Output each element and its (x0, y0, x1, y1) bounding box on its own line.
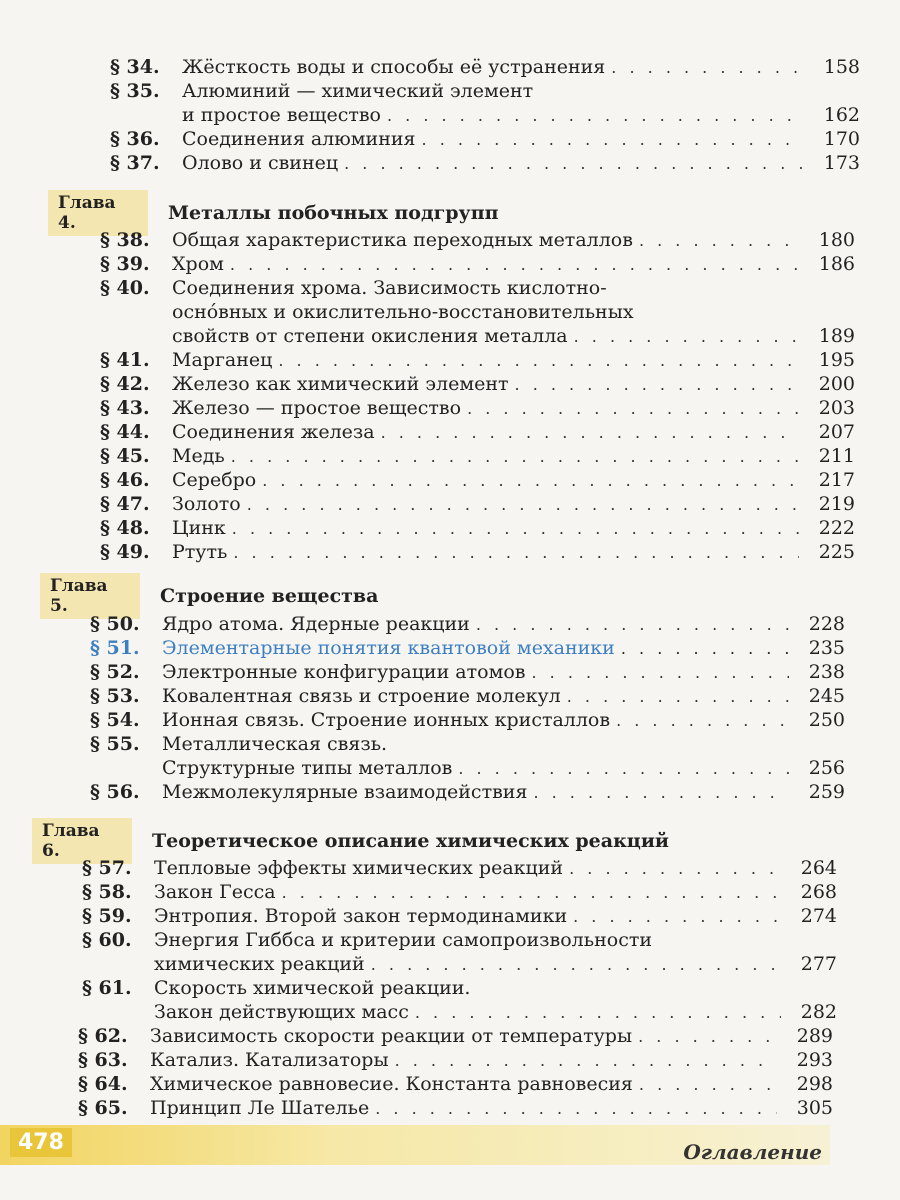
page-number: 478 (10, 1128, 72, 1157)
section-number: § 52. (90, 661, 140, 683)
leader-dots (533, 781, 789, 805)
entry-title: Элементарные понятия квантовой механики (162, 637, 615, 659)
toc-entry-56[interactable] (90, 780, 845, 805)
toc-entry-55-cont[interactable] (162, 756, 845, 781)
entry-title: Серебро (172, 469, 257, 491)
toc-entry-49[interactable] (100, 540, 855, 565)
entry-title-cont: Закон действующих масс (154, 1001, 409, 1023)
entry-title-cont: Структурные типы металлов (162, 757, 453, 779)
section-number: § 62. (78, 1025, 128, 1047)
page-ref: 195 (818, 349, 855, 371)
section-number: § 36. (110, 128, 160, 150)
page-ref: 189 (818, 325, 855, 347)
section-number: § 49. (100, 541, 150, 563)
toc-entry-63[interactable] (78, 1048, 833, 1073)
leader-dots (567, 685, 789, 709)
page-ref: 298 (796, 1073, 833, 1095)
entry-title: Межмолекулярные взаимодействия (162, 781, 528, 803)
leader-dots (638, 1025, 777, 1049)
entry-title: Цинк (172, 517, 226, 539)
entry-title: Закон Гесса (154, 881, 276, 903)
page-ref: 268 (800, 881, 837, 903)
page-ref: 186 (818, 253, 855, 275)
leader-dots (344, 152, 804, 176)
toc-entry-36[interactable] (110, 127, 860, 152)
section-number: § 47. (100, 493, 150, 515)
page-ref: 228 (808, 613, 845, 635)
page-ref: 217 (818, 469, 855, 491)
section-number: § 46. (100, 469, 150, 491)
page-ref: 235 (808, 637, 845, 659)
leader-dots (262, 469, 799, 493)
entry-title: Электронные конфигурации атомов (162, 661, 526, 683)
leader-dots (611, 56, 804, 80)
page-ref: 200 (818, 373, 855, 395)
section-number: § 44. (100, 421, 150, 443)
chapter-label: Глава 5. (40, 573, 140, 619)
toc-entry-55[interactable] (90, 732, 387, 756)
toc-entry-44[interactable] (100, 420, 855, 445)
toc-entry-52[interactable] (90, 660, 845, 685)
leader-dots (230, 253, 799, 277)
leader-dots (574, 325, 799, 349)
toc-entry-47[interactable] (100, 492, 855, 517)
entry-title: Ядро атома. Ядерные реакции (162, 613, 470, 635)
leader-dots (532, 661, 790, 685)
entry-title: Хром (172, 253, 224, 275)
leader-dots (375, 1097, 777, 1121)
section-number: § 54. (90, 709, 140, 731)
entry-title: Соединения хрома. Зависимость кислотно- (172, 277, 607, 299)
page-ref: 274 (800, 905, 837, 927)
toc-entry-41[interactable] (100, 348, 855, 373)
toc-entry-64[interactable] (78, 1072, 833, 1097)
entry-title: Соединения алюминия (182, 128, 416, 150)
entry-title: Скорость химической реакции. (154, 977, 471, 999)
section-number: § 37. (110, 152, 160, 174)
leader-dots (233, 541, 799, 565)
toc-entry-40-cont[interactable] (172, 324, 855, 349)
page-ref: 277 (800, 953, 837, 975)
leader-dots (232, 517, 799, 541)
toc-entry-43[interactable] (100, 396, 855, 421)
section-number: § 40. (100, 277, 150, 299)
page-ref: 180 (818, 229, 855, 251)
entry-title-cont: химических реакций (154, 953, 365, 975)
toc-entry-59[interactable] (82, 904, 837, 929)
entry-title: Медь (172, 445, 225, 467)
entry-title-cont: свойств от степени окисления металла (172, 325, 568, 347)
entry-title-cont: и простое вещество (182, 104, 381, 126)
toc-entry-46[interactable] (100, 468, 855, 493)
toc-entry-37[interactable] (110, 151, 860, 176)
section-number: § 42. (100, 373, 150, 395)
leader-dots (231, 445, 799, 469)
entry-title: Жёсткость воды и способы её устранения (182, 56, 606, 78)
entry-title: Ртуть (172, 541, 228, 563)
chapter-title: Строение вещества (160, 585, 379, 607)
page-ref: 211 (818, 445, 855, 467)
entry-title: Ионная связь. Строение ионных кристаллов (162, 709, 611, 731)
leader-dots (476, 613, 789, 637)
leader-dots (278, 349, 799, 373)
section-number: § 65. (78, 1097, 128, 1119)
section-number: § 38. (100, 229, 150, 251)
running-footer-title: Оглавление (683, 1140, 822, 1164)
leader-dots (639, 229, 799, 253)
entry-title: Марганец (172, 349, 273, 371)
section-number: § 55. (90, 733, 140, 755)
page-ref: 264 (800, 857, 837, 879)
toc-entry-48[interactable] (100, 516, 855, 541)
leader-dots (371, 953, 781, 977)
page-ref: 207 (818, 421, 855, 443)
toc-entry-53[interactable] (90, 684, 845, 709)
entry-title: Тепловые эффекты химических реакций (154, 857, 564, 879)
toc-entry-65[interactable] (78, 1096, 833, 1121)
toc-entry-35-cont[interactable] (182, 103, 860, 128)
leader-dots (247, 493, 799, 517)
leader-dots (387, 104, 804, 128)
toc-entry-62[interactable] (78, 1024, 833, 1049)
page-ref: 259 (808, 781, 845, 803)
page-ref: 250 (808, 709, 845, 731)
section-number: § 48. (100, 517, 150, 539)
entry-title: Общая характеристика переходных металлов (172, 229, 633, 251)
chapter-title: Теоретическое описание химических реакций (152, 830, 670, 852)
leader-dots (395, 1049, 777, 1073)
toc-entry-60-cont[interactable] (154, 952, 837, 977)
toc-entry-61[interactable] (82, 976, 470, 1000)
toc-entry-60[interactable] (82, 928, 652, 952)
entry-title: Железо как химический элемент (172, 373, 509, 395)
page-ref: 162 (823, 104, 860, 126)
leader-dots (415, 1001, 781, 1025)
section-number: § 51. (90, 637, 140, 659)
chapter-title: Металлы побочных подгрупп (168, 202, 499, 224)
section-number: § 63. (78, 1049, 128, 1071)
entry-title: Зависимость скорости реакции от температуры (150, 1025, 633, 1047)
entry-title: Золото (172, 493, 241, 515)
page-ref: 158 (823, 56, 860, 78)
toc-entry-38[interactable] (100, 228, 855, 253)
toc-entry-35[interactable] (110, 79, 182, 103)
toc-entry-61-cont[interactable] (154, 1000, 837, 1025)
entry-title: Металлическая связь. (162, 733, 388, 755)
section-number: § 34. (110, 56, 160, 78)
page-ref: 170 (823, 128, 860, 150)
toc-entry-42[interactable] (100, 372, 855, 397)
section-number: § 60. (82, 929, 132, 951)
section-number: § 43. (100, 397, 150, 419)
toc-entry-45[interactable] (100, 444, 855, 469)
chapter-label: Глава 6. (32, 818, 132, 864)
leader-dots (569, 857, 781, 881)
leader-dots (639, 1073, 777, 1097)
entry-title: Олово и свинец (182, 152, 339, 174)
entry-title: Алюминий — химический элемент (182, 80, 534, 102)
page-ref: 282 (800, 1001, 837, 1023)
entry-title-cont: осно́вных и окислительно-восстановительных (172, 301, 634, 323)
entry-title: Энергия Гиббса и критерии самопроизвольности (154, 929, 653, 951)
toc-entry-51[interactable] (90, 636, 845, 661)
page-ref: 293 (796, 1049, 833, 1071)
page-ref: 225 (818, 541, 855, 563)
chapter-label: Глава 4. (48, 190, 148, 236)
leader-dots (573, 905, 781, 929)
section-number: § 59. (82, 905, 132, 927)
section-number: § 61. (82, 977, 132, 999)
toc-entry-50[interactable] (90, 612, 845, 637)
toc-entry-57[interactable] (82, 856, 837, 881)
page-ref: 245 (808, 685, 845, 707)
leader-dots (422, 128, 804, 152)
page-ref: 173 (823, 152, 860, 174)
section-number: § 45. (100, 445, 150, 467)
section-number: § 41. (100, 349, 150, 371)
section-number: § 58. (82, 881, 132, 903)
entry-title: Химическое равновесие. Константа равновесия (150, 1073, 633, 1095)
leader-dots (467, 397, 799, 421)
section-number: § 53. (90, 685, 140, 707)
toc-entry-54[interactable] (90, 708, 845, 733)
section-number: § 50. (90, 613, 140, 635)
leader-dots (515, 373, 799, 397)
entry-title: Ковалентная связь и строение молекул (162, 685, 561, 707)
entry-title: Железо — простое вещество (172, 397, 462, 419)
section-number: § 57. (82, 857, 132, 879)
entry-title: Энтропия. Второй закон термодинамики (154, 905, 568, 927)
leader-dots (621, 637, 789, 661)
toc-entry-39[interactable] (100, 252, 855, 277)
entry-title: Принцип Ле Шателье (150, 1097, 370, 1119)
section-number: § 64. (78, 1073, 128, 1095)
entry-title: Катализ. Катализаторы (150, 1049, 389, 1071)
section-number: § 35. (110, 80, 160, 102)
leader-dots (616, 709, 789, 733)
page-ref: 203 (818, 397, 855, 419)
page-ref: 305 (796, 1097, 833, 1119)
page-ref: 222 (818, 517, 855, 539)
section-number: § 39. (100, 253, 150, 275)
page-ref: 289 (796, 1025, 833, 1047)
entry-title: Соединения железа (172, 421, 375, 443)
leader-dots (381, 421, 799, 445)
toc-entry-34[interactable] (110, 55, 860, 80)
toc-entry-58[interactable] (82, 880, 837, 905)
toc-entry-40[interactable] (100, 276, 607, 300)
page-ref: 219 (818, 493, 855, 515)
leader-dots (282, 881, 781, 905)
page-ref: 256 (808, 757, 845, 779)
leader-dots (458, 757, 789, 781)
page-ref: 238 (808, 661, 845, 683)
section-number: § 56. (90, 781, 140, 803)
